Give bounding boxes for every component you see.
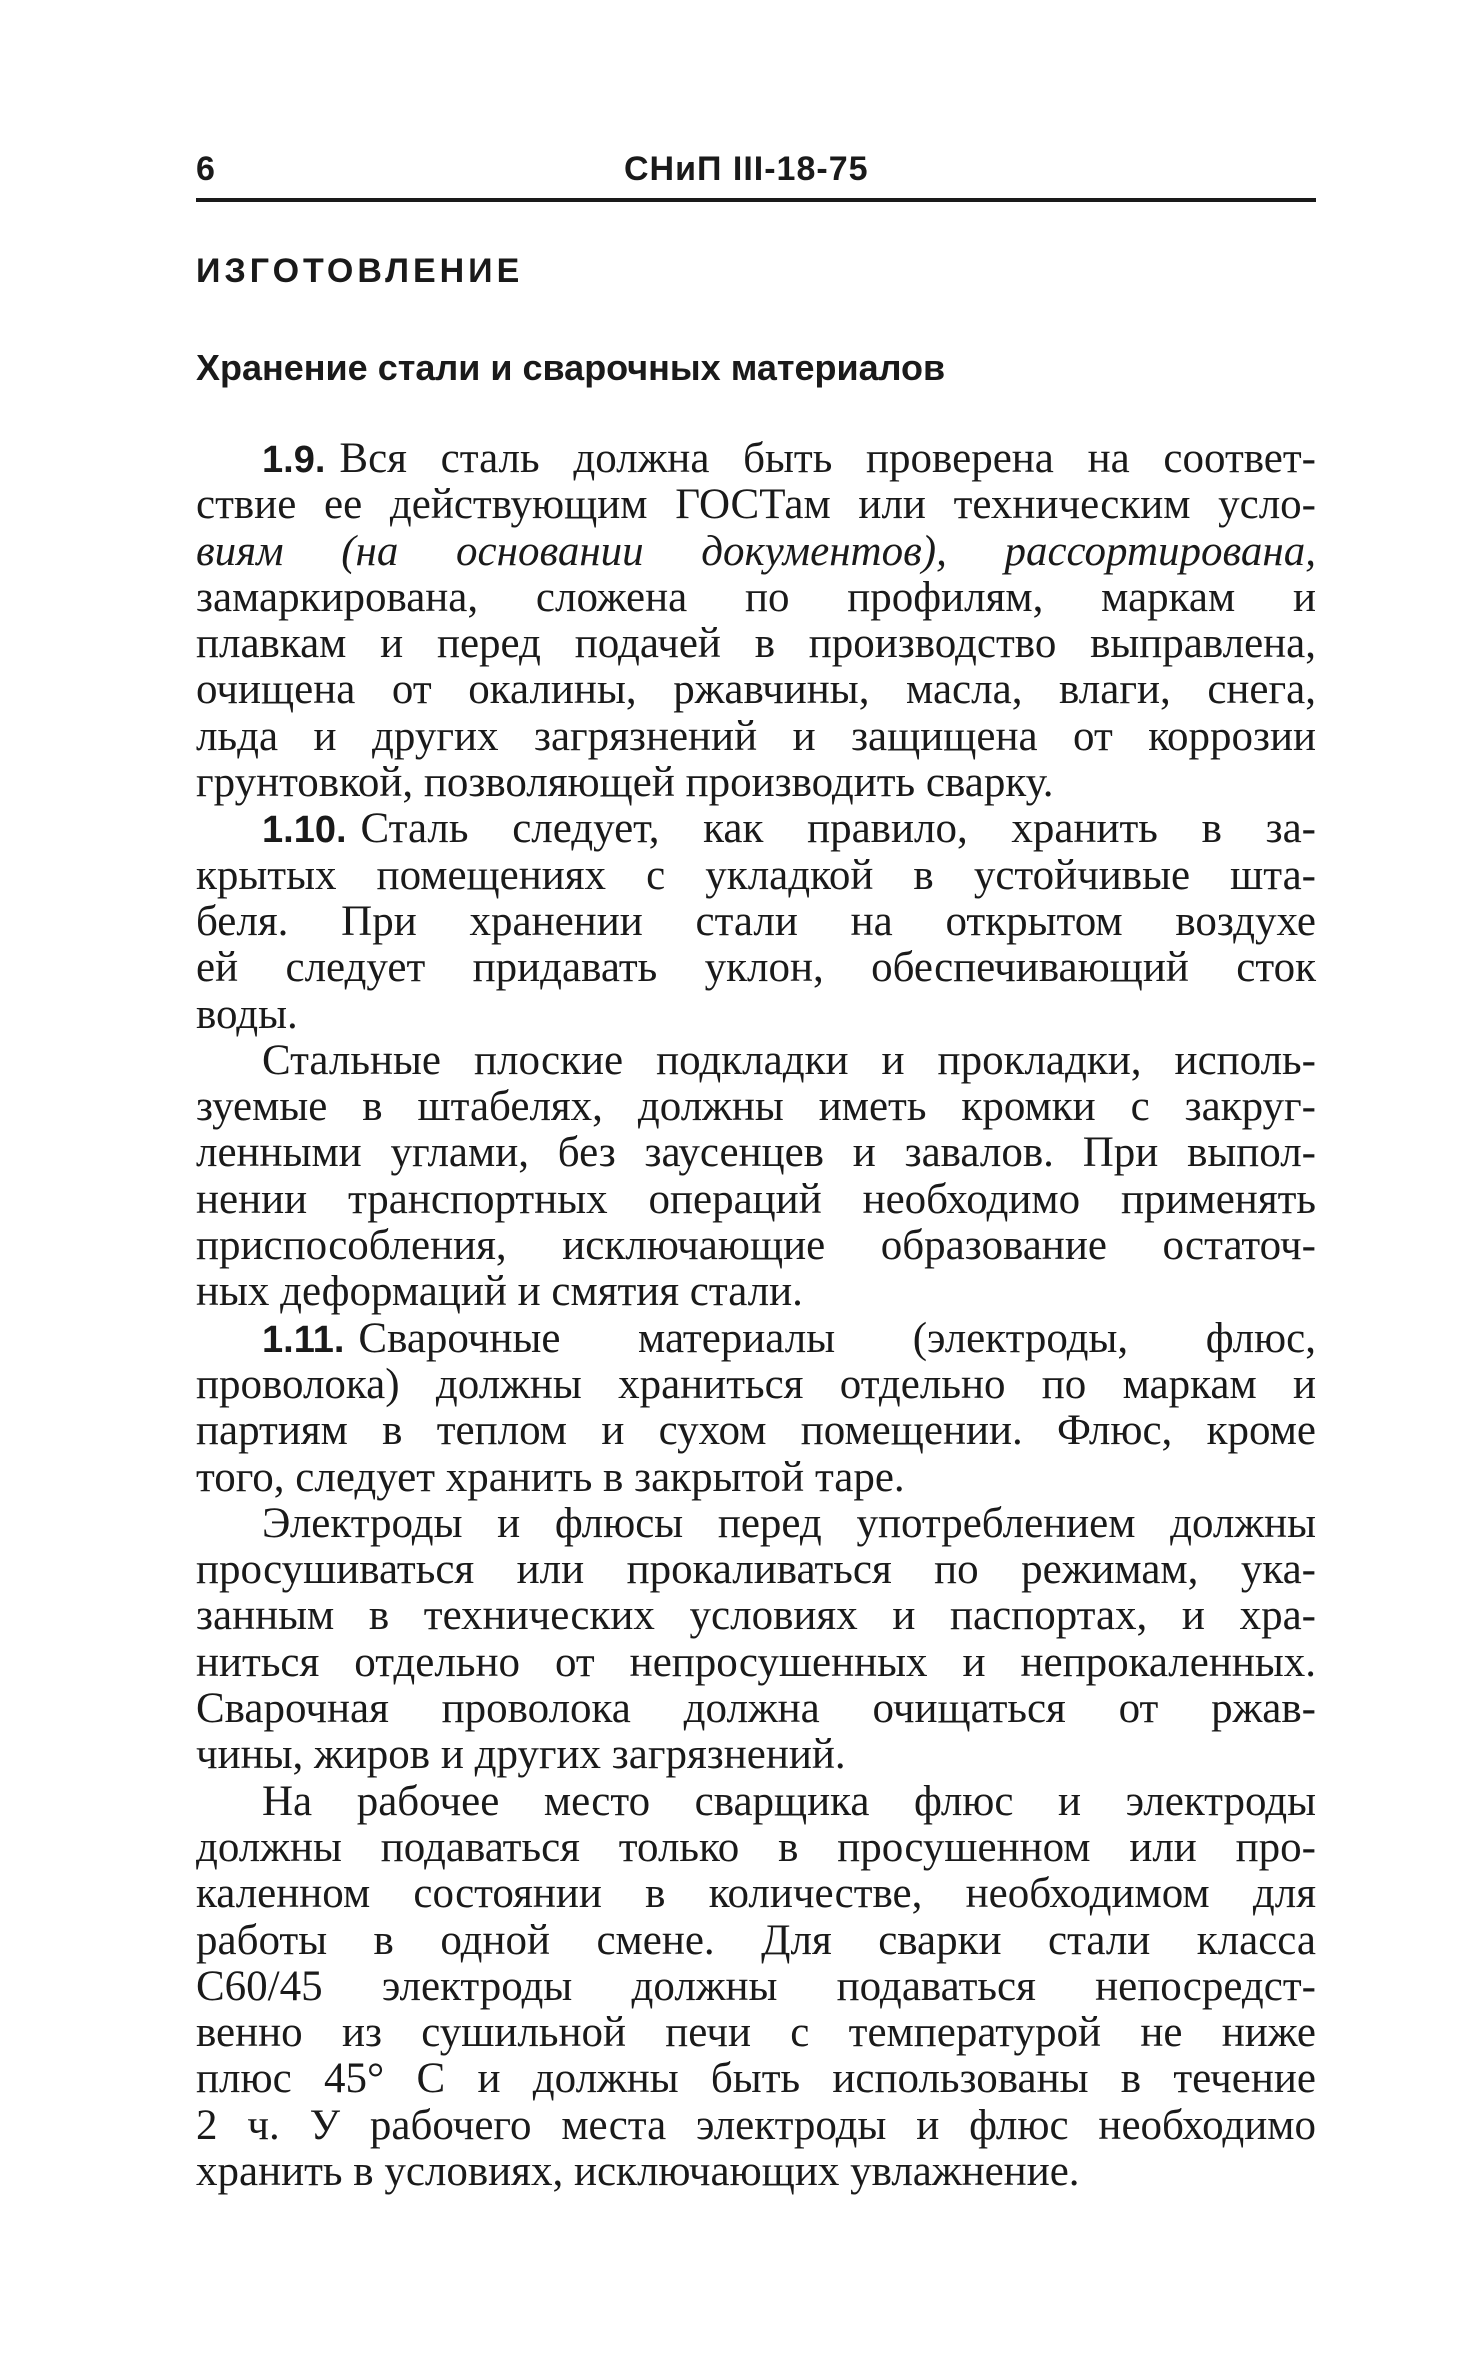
clause-number: 1.11.	[262, 1318, 345, 1361]
text-line: Сварочные материалы (электроды, флюс,	[358, 1314, 1316, 1362]
text-line	[196, 2056, 1316, 2102]
text-line-italic	[196, 529, 1316, 575]
text-line-content: каленном состоянии в количестве, необходимом для	[196, 1870, 1316, 1918]
text-line	[196, 1408, 1316, 1454]
text-line: Вся сталь должна быть проверена на соответ-	[339, 435, 1316, 482]
text-line-content: ствие ее действующим ГОСТам или техническим усло-	[196, 481, 1316, 529]
text-line	[196, 899, 1316, 945]
text-line	[196, 760, 1316, 806]
text-line	[196, 1269, 1316, 1315]
page-header	[196, 140, 1316, 200]
text-line-content: ей следует придавать уклон, обеспечивающий сток	[196, 944, 1316, 992]
text-line	[196, 1084, 1316, 1130]
body-text	[196, 436, 1316, 2195]
text-line-content: крытых помещениях с укладкой в устойчивые шта-	[196, 851, 1316, 899]
text-line-content: венно из сушильной печи с температурой не ниже	[196, 2009, 1316, 2057]
text-line-content: воды.	[196, 990, 298, 1038]
text-line	[196, 1640, 1316, 1686]
text-line-content: грунтовкой, позволяющей производить сварку.	[196, 759, 1054, 807]
text-line	[196, 621, 1316, 667]
text-line-content: льда и других загрязнений и защищена от коррозии	[196, 712, 1316, 760]
text-line	[196, 1547, 1316, 1593]
text-line-content: ленными углами, без заусенцев и завалов. При выпол-	[196, 1129, 1316, 1177]
text-line	[196, 1501, 1316, 1547]
text-line-content: плюс 45° С и должны быть использованы в течение	[196, 2055, 1316, 2103]
text-line	[196, 1223, 1316, 1269]
clause-1-11-line-1	[196, 1316, 1316, 1362]
text-line-content: плавкам и перед подачей в производство выправлена,	[196, 620, 1316, 668]
text-line	[196, 1918, 1316, 1964]
text-line-content: проволока) должны храниться отдельно по маркам и	[196, 1360, 1316, 1408]
clause-1-9-line-1	[196, 436, 1316, 482]
text-line	[196, 1964, 1316, 2010]
page-number: 6	[196, 150, 215, 188]
text-line	[196, 1732, 1316, 1778]
text-line	[196, 482, 1316, 528]
clause-number: 1.9.	[262, 439, 326, 481]
text-line-content: 2 ч. У рабочего места электроды и флюс необходимо	[196, 2101, 1316, 2149]
text-line	[196, 853, 1316, 899]
header-rule	[196, 198, 1316, 202]
text-line-content: того, следует хранить в закрытой таре.	[196, 1453, 905, 1501]
text-line	[196, 1177, 1316, 1223]
text-line-content: хранить в условиях, исключающих увлажнение.	[196, 2147, 1080, 2195]
text-line	[196, 667, 1316, 713]
text-line	[196, 945, 1316, 991]
text-line	[196, 2149, 1316, 2195]
text-line-content: Стальные плоские подкладки и прокладки, исполь-	[262, 1036, 1316, 1084]
subsection-title: Хранение стали и сварочных материалов	[196, 347, 946, 388]
text-line	[196, 1779, 1316, 1825]
text-line	[196, 992, 1316, 1038]
text-line-content: Сварочная проволока должна очищаться от ржав-	[196, 1685, 1316, 1733]
clause-number: 1.10.	[262, 809, 347, 852]
text-line-content: очищена от окалины, ржавчины, масла, влаги, снега,	[196, 666, 1316, 714]
text-line-content: приспособления, исключающие образование остаточ-	[196, 1222, 1316, 1270]
text-line	[196, 1455, 1316, 1501]
text-line	[196, 2103, 1316, 2149]
document-code: СНиП III-18-75	[624, 150, 869, 188]
text-line-content: ниться отдельно от непросушенных и непрокаленных.	[196, 1638, 1316, 1686]
text-line-content: беля. При хранении стали на открытом воздухе	[196, 897, 1316, 945]
text-line-content: должны подаваться только в просушенном или про-	[196, 1823, 1316, 1871]
text-line-content: На рабочее место сварщика флюс и электроды	[262, 1777, 1316, 1825]
section-title: ИЗГОТОВЛЕНИЕ	[196, 252, 524, 290]
text-line	[196, 1362, 1316, 1408]
text-line-content: нении транспортных операций необходимо применять	[196, 1175, 1316, 1223]
text-line: Сталь следует, как правило, хранить в за-	[360, 805, 1316, 853]
text-line	[196, 1871, 1316, 1917]
text-line-content: чины, жиров и других загрязнений.	[196, 1731, 846, 1779]
text-line-content: виям (на основании документов), рассортирована,	[196, 527, 1316, 575]
text-line	[196, 1686, 1316, 1732]
text-line	[196, 2010, 1316, 2056]
text-line-content: просушиваться или прокаливаться по режимам, ука-	[196, 1546, 1316, 1594]
text-line	[196, 1593, 1316, 1639]
text-line-content: занным в технических условиях и паспортах, и хра-	[196, 1592, 1316, 1640]
text-line	[196, 1825, 1316, 1871]
text-line	[196, 1130, 1316, 1176]
clause-1-10-line-1	[196, 806, 1316, 852]
text-line-content: замаркирована, сложена по профилям, маркам и	[196, 573, 1316, 621]
text-line	[196, 575, 1316, 621]
text-line-content: партиям в теплом и сухом помещении. Флюс, кроме	[196, 1407, 1316, 1455]
text-line-content: ных деформаций и смятия стали.	[196, 1268, 803, 1316]
text-line-content: зуемые в штабелях, должны иметь кромки с закруг-	[196, 1083, 1316, 1131]
text-line	[196, 1038, 1316, 1084]
text-line-content: работы в одной смене. Для сварки стали класса	[196, 1916, 1316, 1964]
text-line	[196, 714, 1316, 760]
text-line-content: Электроды и флюсы перед употреблением должны	[262, 1499, 1316, 1547]
text-line-content: С60/45 электроды должны подаваться непосредст-	[196, 1962, 1316, 2010]
